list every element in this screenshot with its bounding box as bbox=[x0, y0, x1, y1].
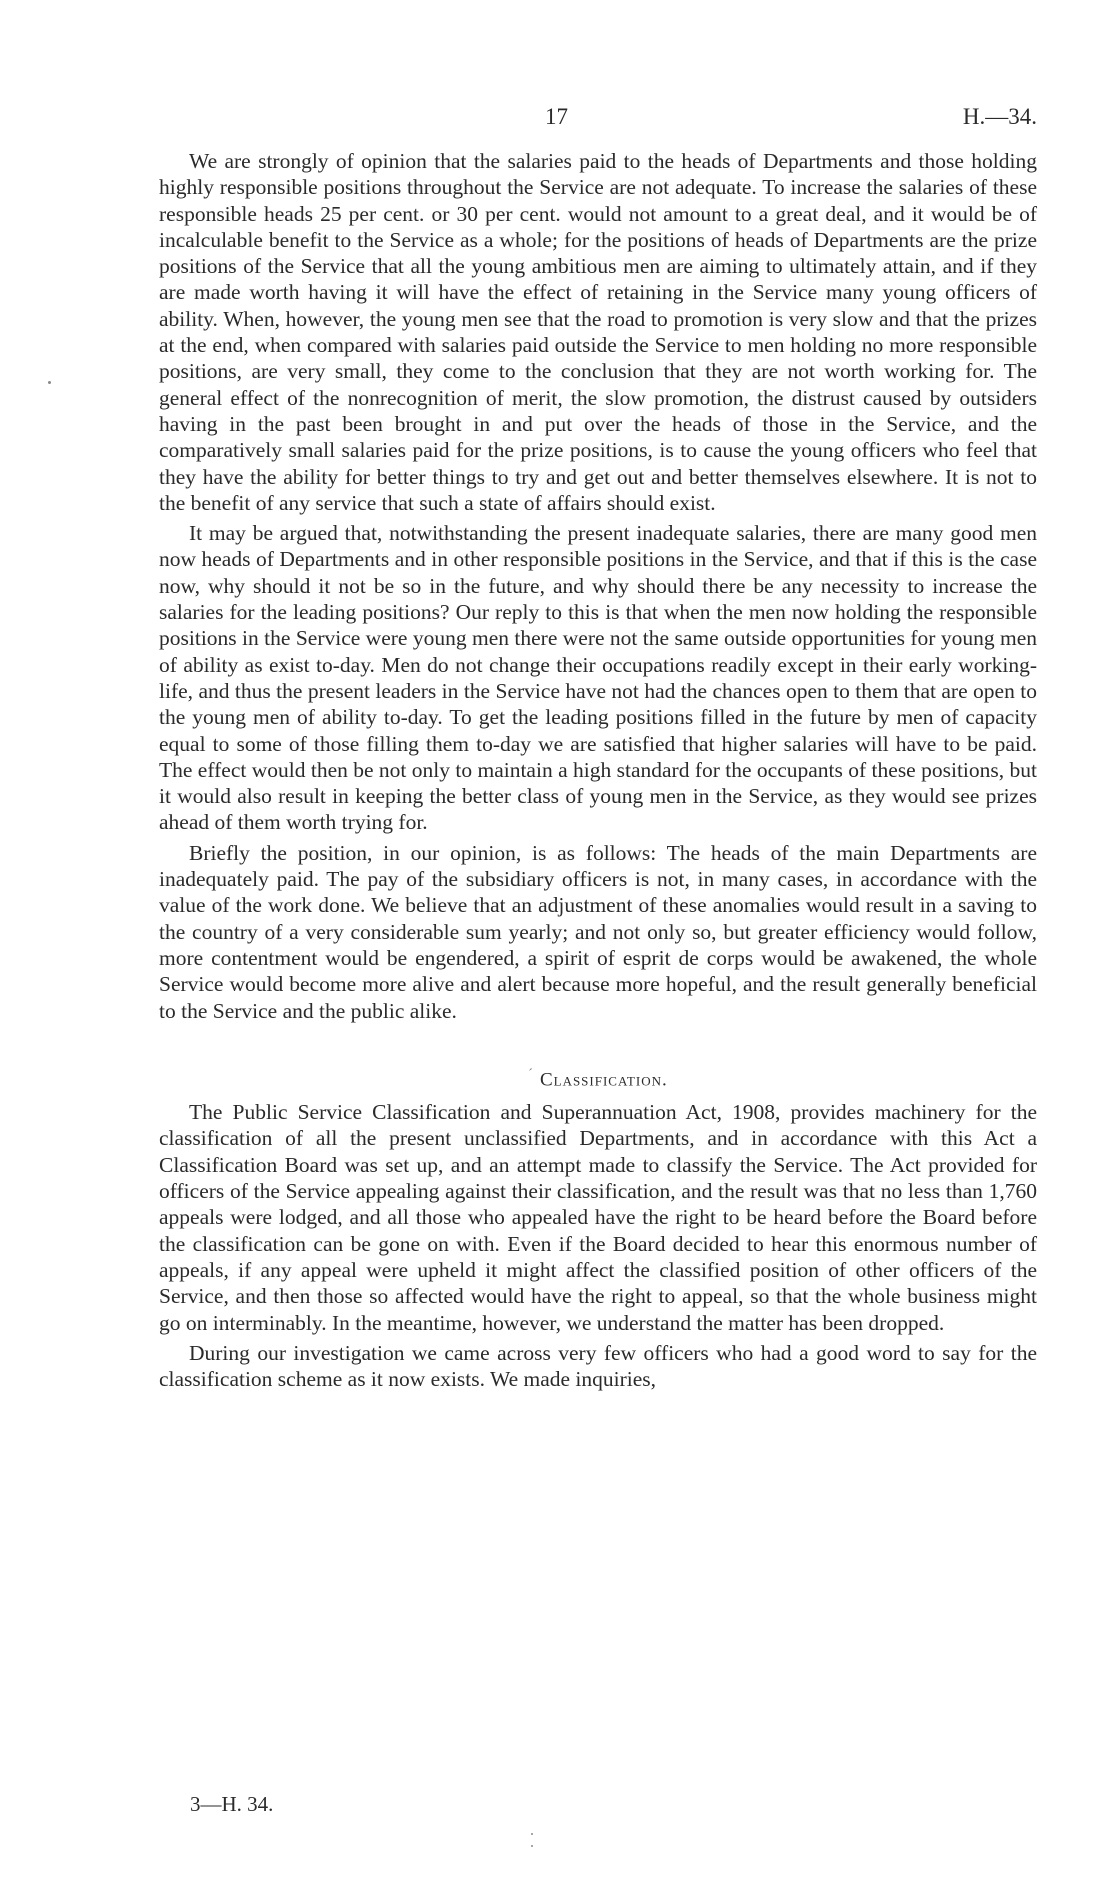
page-number: 17 bbox=[545, 104, 568, 129]
page-header bbox=[0, 104, 1114, 138]
paper-speck bbox=[531, 1833, 533, 1835]
signature-mark: 3—H. 34. bbox=[190, 1792, 274, 1816]
paper-speck bbox=[531, 1845, 533, 1847]
section-heading-text: Classification. bbox=[539, 1069, 668, 1091]
document-reference: H.—34. bbox=[962, 104, 1037, 129]
body-text bbox=[159, 148, 1037, 1396]
paragraph-summary: Briefly the position, in our opinion, is as follows: The heads of the main Departments are inadequately paid. The pay of the subsidiary officers is not, in many cases, in accordance with the value of the work done. We believe that an adjustment of these anomalies would result in a saving to the country of a very considerable sum yearly; and not only so, but greater efficiency would follow, more contentment would be engendered, a spirit of esprit de corps would be awakened, the whole Service would become more alive and alert because more hopeful, and the result generally beneficial to the Service and the public alike. bbox=[159, 840, 1037, 1023]
paragraph-argument: It may be argued that, notwithstanding the present inadequate salaries, there are many good men now heads of Departments and in other responsible positions in the Service, and that if this is the case now, why should it not be so in the future, and why should there be any necessity to increase the salaries for the leading positions? Our reply to this is that when the men now holding the responsible positions in the Service were young men there were not the same outside opportunities for young men of ability as exist to-day. Men do not change their occupations readily except in their early working-life, and thus the present leaders in the Service have not had the chances open to them that are open to the young men of ability to-day. To get the leading positions filled in the future by men of capacity equal to some of those filling them to-day we are satisfied that higher salaries will have to be paid. The effect would then be not only to maintain a high standard for the occupants of these positions, but it would also result in keeping the better class of young men in the Service, as they would see prizes ahead of them worth trying for. bbox=[159, 521, 1037, 835]
paragraph-salaries: We are strongly of opinion that the salaries paid to the heads of Departments and those holding highly responsible positions throughout the Service are not adequate. To increase the salaries of these responsible heads 25 per cent. or 30 per cent. would not amount to a great deal, and it would be of incalculable benefit to the Service as a whole; for the positions of heads of Departments are the prize positions of the Service that all the young ambitious men are aiming to ultimately attain, and if they are made worth having it will have the effect of retaining in the Service many young officers of ability. When, however, the young men see that the road to promotion is very slow and that the prizes at the end, when compared with salaries paid outside the Service to men holding no more responsible positions, are very small, they come to the conclusion that they are not worth working for. The general effect of the nonrecognition of merit, the slow promotion, the distrust caused by outsiders having in the past been brought in and put over the heads of those in the Service, and the comparatively small salaries paid for the prize positions, is to cause the young officers who feel that they have the ability for better things to try and get out and better themselves elsewhere. It is not to the benefit of any service that such a state of affairs should exist. bbox=[159, 149, 1037, 515]
stray-mark-icon: ˊ bbox=[528, 1066, 534, 1082]
paper-speck bbox=[48, 381, 51, 384]
paragraph-investigation: During our investigation we came across very few officers who had a good word to say for the classification scheme as it now exists. We made inquiries, bbox=[159, 1340, 1037, 1392]
paragraph-classification-act: The Public Service Classification and Superannuation Act, 1908, provides machinery for the classification of all the present unclassified Departments, and in accordance with this Act a Classification Board was set up, and an attempt made to classify the Service. The Act provided for officers of the Service appealing against their classification, and the result was that no less than 1,760 appeals were lodged, and all those who appealed have the right to be heard before the Board before the classification can be gone on with. Even if the Board decided to hear this enormous number of appeals, if any appeal were upheld it might affect the classified position of other officers of the Service, and then those so affected would have the right to appeal, so that the whole business might go on interminably. In the meantime, however, we understand the matter has been dropped. bbox=[159, 1100, 1037, 1335]
section-heading bbox=[159, 1067, 1037, 1091]
